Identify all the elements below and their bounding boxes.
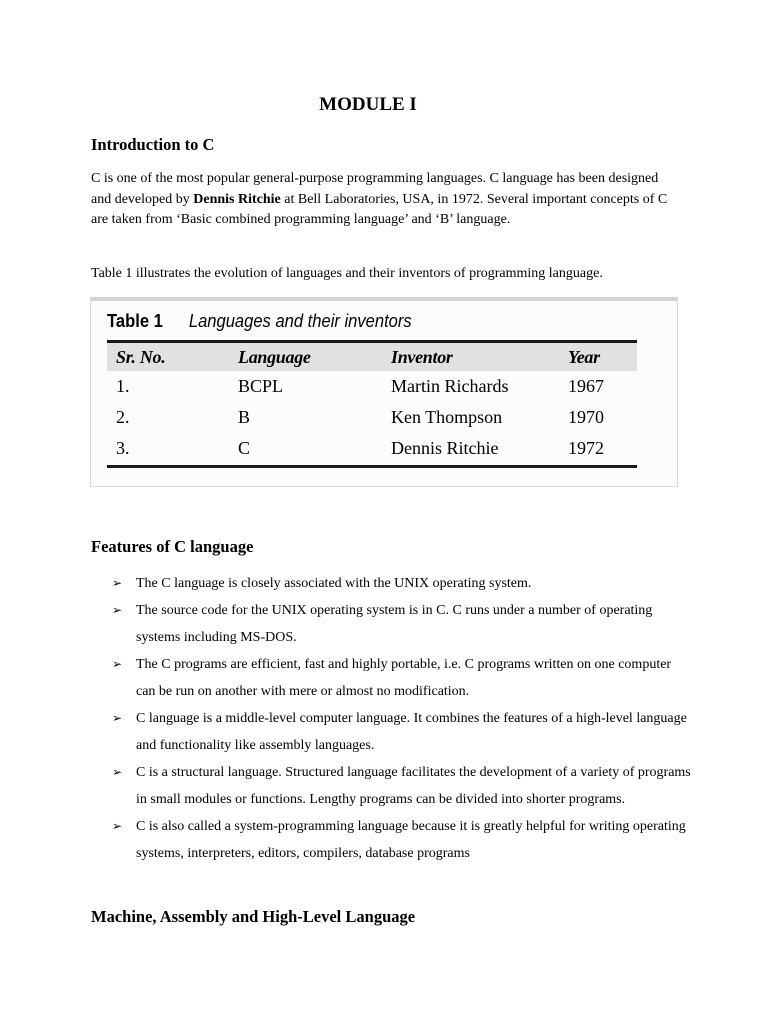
table-caption bbox=[107, 311, 412, 332]
table-header-cell: Inventor bbox=[391, 347, 453, 367]
intro-text-part1: C is one of the most popular general-purpose programming languages. C language has been designed and developed by bbox=[91, 171, 659, 207]
list-item bbox=[112, 759, 692, 813]
module-title: MODULE I bbox=[319, 94, 417, 115]
arrowhead-bullet-icon: ➢ bbox=[112, 576, 123, 590]
list-item bbox=[112, 570, 692, 597]
table-cell: 2. bbox=[116, 407, 130, 427]
arrowhead-bullet-icon: ➢ bbox=[112, 819, 123, 833]
table-row bbox=[107, 403, 637, 434]
table-cell: 1. bbox=[116, 376, 130, 396]
table-bottom-rule bbox=[107, 465, 637, 468]
intro-bold-name: Dennis Ritchie bbox=[193, 191, 281, 207]
table-caption-text: Languages and their inventors bbox=[188, 311, 412, 331]
table-cell: BCPL bbox=[238, 376, 284, 396]
features-list bbox=[112, 570, 692, 867]
table-row bbox=[107, 434, 637, 465]
intro-paragraph bbox=[91, 169, 671, 231]
table-figure bbox=[90, 297, 678, 487]
list-item-text: C language is a middle-level computer language. It combines the features of a high-level language and functionality like assembly languages. bbox=[136, 711, 687, 753]
table-cell: 3. bbox=[116, 438, 130, 458]
table-cell: 1972 bbox=[568, 438, 604, 458]
table-row bbox=[107, 372, 637, 403]
list-item-text: The C language is closely associated with the UNIX operating system. bbox=[136, 576, 532, 591]
list-item-text: C is also called a system-programming language because it is greatly helpful for writing operating systems, interpreters, editors, compilers, database programs bbox=[136, 819, 686, 861]
list-item bbox=[112, 651, 692, 705]
features-heading: Features of C language bbox=[91, 537, 254, 556]
list-item bbox=[112, 705, 692, 759]
table-header-row bbox=[107, 340, 637, 371]
table-cell: B bbox=[238, 407, 251, 427]
table-cell: Martin Richards bbox=[391, 376, 509, 396]
arrowhead-bullet-icon: ➢ bbox=[112, 765, 123, 779]
arrowhead-bullet-icon: ➢ bbox=[112, 657, 123, 671]
list-item bbox=[112, 597, 692, 651]
list-item-text: The source code for the UNIX operating system is in C. C runs under a number of operating systems including MS-DOS. bbox=[136, 603, 653, 645]
table-header-cell: Year bbox=[568, 347, 600, 367]
table-cell: C bbox=[238, 438, 251, 458]
table-header-cell: Sr. No. bbox=[116, 347, 166, 367]
arrowhead-bullet-icon: ➢ bbox=[112, 603, 123, 617]
table-number: Table 1 bbox=[107, 311, 163, 331]
machine-heading: Machine, Assembly and High-Level Language bbox=[91, 907, 416, 926]
list-item-text: The C programs are efficient, fast and highly portable, i.e. C programs written on one computer can be run on another with mere or almost no modification. bbox=[136, 657, 672, 699]
table-header-cell: Language bbox=[238, 347, 311, 367]
table-cell: 1967 bbox=[568, 376, 604, 396]
arrowhead-bullet-icon: ➢ bbox=[112, 711, 123, 725]
table-cell: 1970 bbox=[568, 407, 604, 427]
table-cell: Ken Thompson bbox=[391, 407, 503, 427]
list-item-text: C is a structural language. Structured language facilitates the development of a variety of programs in small modules or functions. Lengthy programs can be divided into shorter programs. bbox=[136, 765, 691, 807]
intro-text-part2: at Bell Laboratories, USA, in 1972. Several important concepts of C are taken from ‘Basic combined programming language’ and ‘B’ language. bbox=[91, 191, 668, 228]
table-cell: Dennis Ritchie bbox=[391, 438, 499, 458]
intro-heading: Introduction to C bbox=[91, 135, 215, 154]
list-item bbox=[112, 813, 692, 867]
table-intro-text: Table 1 illustrates the evolution of languages and their inventors of programming language. bbox=[91, 266, 603, 281]
